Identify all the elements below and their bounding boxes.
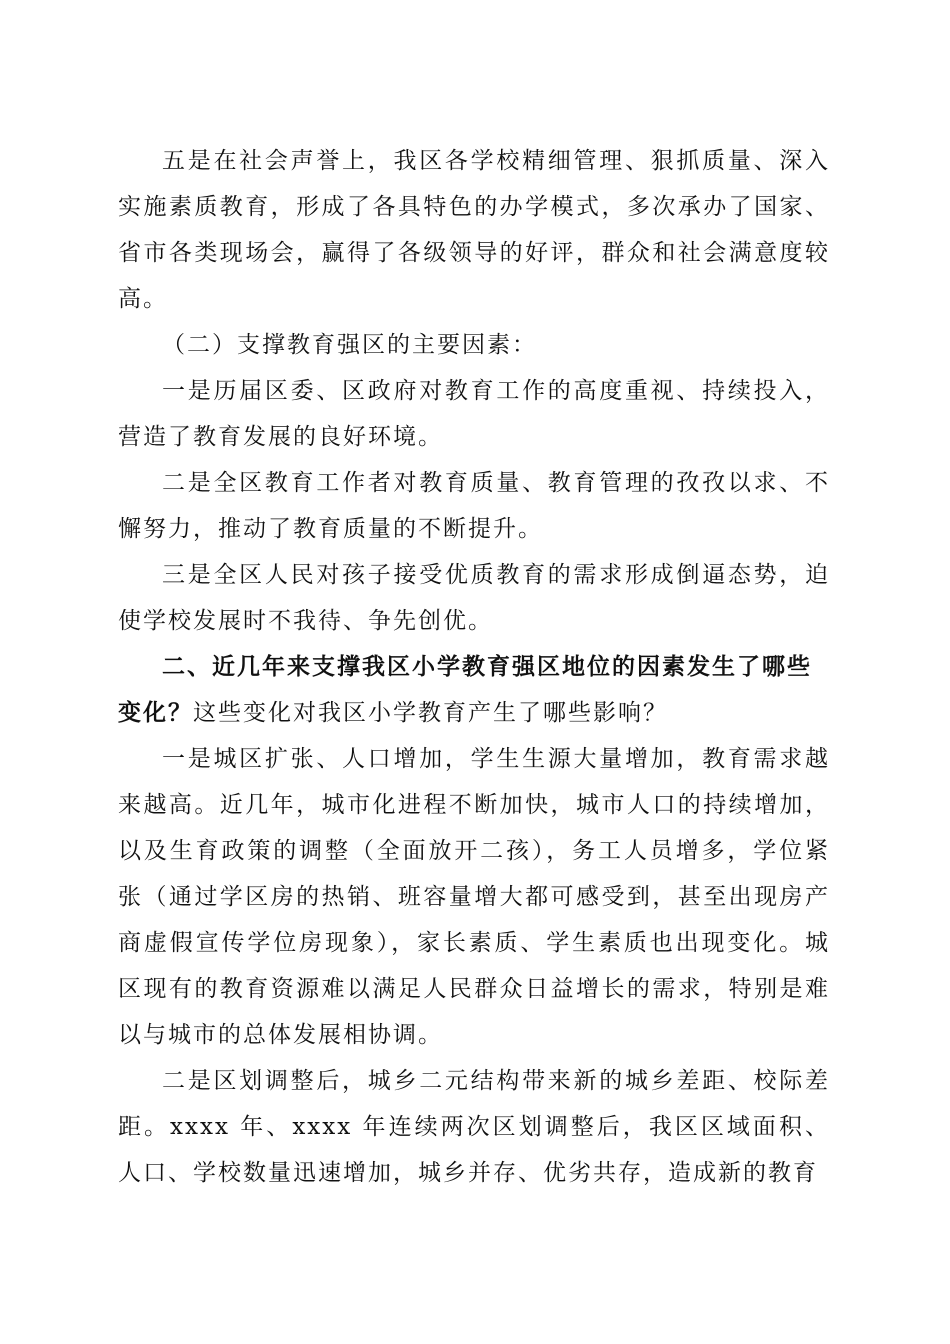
subheading-main-factors: （二）支撑教育强区的主要因素：: [162, 332, 537, 358]
section-heading-normal: 这些变化对我区小学教育产生了哪些影响？: [193, 700, 668, 726]
document-body: [118, 138, 830, 1196]
section-heading-bold: 二、近几年来支撑我区小学教育强区地位的因素发生了哪些变化？: [118, 654, 812, 726]
paragraph-social-reputation: 五是在社会声誉上，我区各学校精细管理、狠抓质量、深入实施素质教育，形成了各具特色的办学模式，多次承办了国家、省市各类现场会，赢得了各级领导的好评，群众和社会满意度较高。: [118, 148, 830, 312]
paragraph-district-adjustment: 二是区划调整后，城乡二元结构带来新的城乡差距、校际差距。xxxx 年、xxxx 年连续两次区划调整后，我区区域面积、人口、学校数量迅速增加，城乡并存、优劣共存，造成新的教育: [118, 1068, 830, 1186]
paragraph-factor-two: 二是全区教育工作者对教育质量、教育管理的孜孜以求、不懈努力，推动了教育质量的不断提升。: [118, 470, 830, 542]
section-heading: [118, 644, 830, 736]
paragraph-factor-three: 三是全区人民对孩子接受优质教育的需求形成倒逼态势，迫使学校发展时不我待、争先创优。: [118, 562, 830, 634]
paragraph-urban-expansion: 一是城区扩张、人口增加，学生生源大量增加，教育需求越来越高。近几年，城市化进程不断加快，城市人口的持续增加，以及生育政策的调整（全面放开二孩），务工人员增多，学位紧张（通过学区房的热销、班容量增大都可感受到，甚至出现房产商虚假宣传学位房现象），家长素质、学生素质也出现变化。城区现有的教育资源难以满足人民群众日益增长的需求，特别是难以与城市的总体发展相协调。: [118, 746, 830, 1048]
paragraph-factor-one: 一是历届区委、区政府对教育工作的高度重视、持续投入，营造了教育发展的良好环境。: [118, 378, 830, 450]
